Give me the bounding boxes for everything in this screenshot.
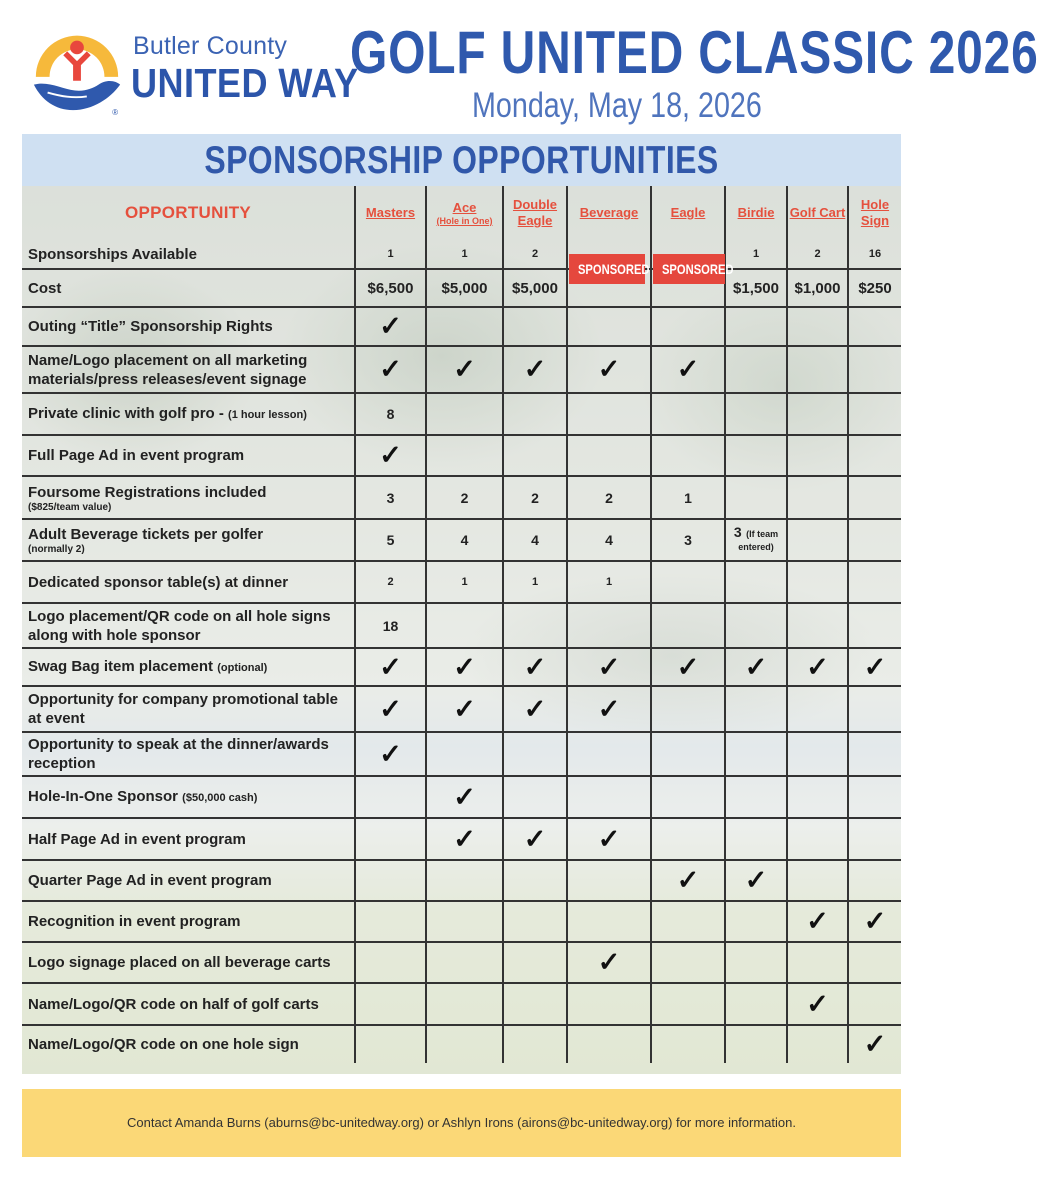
value-cell: 1 <box>725 240 787 269</box>
tier-name: Golf Cart <box>789 205 846 220</box>
row-label-text: Private clinic with golf pro - <box>28 404 229 422</box>
checkmark-icon: ✓ <box>725 648 787 686</box>
value-cell: 16 <box>848 240 901 269</box>
checkmark-icon: ✓ <box>651 648 725 686</box>
row-label-note: ($825/team value) <box>28 501 112 513</box>
row-label: Name/Logo/QR code on half of golf carts <box>22 983 355 1025</box>
value-cell: 18 <box>355 603 426 648</box>
sponsored-badge-beverage: SPONSORED <box>569 254 645 284</box>
table-row-foursome <box>22 476 901 519</box>
checkmark-icon: ✓ <box>567 818 651 860</box>
row-label-text: Swag Bag item placement <box>28 657 218 675</box>
row-label: Name/Logo placement on all marketing materials/press releases/event signage <box>22 346 355 393</box>
row-label-text: Foursome Registrations included <box>28 483 267 501</box>
row-label-text: Hole-In-One Sponsor <box>28 787 183 805</box>
sponsored-badge-eagle: SPONSORED <box>653 254 725 284</box>
table-row-recognition <box>22 901 901 942</box>
tier-hole-sign <box>848 186 901 240</box>
value-cell: 2 <box>426 476 503 519</box>
table-row-speak <box>22 732 901 776</box>
value-cell: 3 <box>355 476 426 519</box>
row-label: Name/Logo/QR code on one hole sign <box>22 1025 355 1063</box>
row-label-note: ($50,000 cash) <box>182 791 258 804</box>
contact-text: Contact Amanda Burns (aburns@bc-unitedway.org) or Ashlyn Irons (airons@bc-unitedway.org) for more information. <box>127 1115 796 1130</box>
sponsorship-table-area <box>22 186 901 1074</box>
row-label: Full Page Ad in event program <box>22 435 355 476</box>
row-label: Opportunity to speak at the dinner/awards reception <box>22 732 355 776</box>
table-row-available <box>22 240 901 269</box>
row-label <box>22 519 355 561</box>
tier-double-eagle <box>503 186 567 240</box>
checkmark-icon: ✓ <box>355 686 426 732</box>
checkmark-icon: ✓ <box>725 860 787 901</box>
value-cell: 2 <box>503 476 567 519</box>
svg-text:®: ® <box>112 108 119 118</box>
page-title: GOLF UNITED CLASSIC 2026 <box>350 19 1039 86</box>
value-cell: 5 <box>355 519 426 561</box>
value-cell: 2 <box>787 240 848 269</box>
row-label-note: (1 hour lesson) <box>228 408 307 421</box>
row-label-text: Adult Beverage tickets per golfer <box>28 526 264 543</box>
org-name-bottom: UNITED WAY <box>131 60 359 106</box>
checkmark-icon: ✓ <box>426 648 503 686</box>
value-cell: 2 <box>355 561 426 603</box>
table-row-golf-carts <box>22 983 901 1025</box>
opportunity-header: OPPORTUNITY <box>124 203 252 222</box>
checkmark-icon: ✓ <box>787 983 848 1025</box>
row-label: Outing “Title” Sponsorship Rights <box>22 307 355 346</box>
value-cell: $1,500 <box>725 269 787 307</box>
row-label: Recognition in event program <box>22 901 355 942</box>
sponsorship-table <box>22 186 901 1063</box>
table-row-swag <box>22 648 901 686</box>
value-cell: 8 <box>355 393 426 435</box>
row-label <box>22 648 355 686</box>
row-label <box>22 776 355 818</box>
value-cell: 2 <box>567 476 651 519</box>
value-cell: 4 <box>567 519 651 561</box>
table-row-quarter-page <box>22 860 901 901</box>
value-cell: 4 <box>426 519 503 561</box>
checkmark-icon: ✓ <box>503 818 567 860</box>
checkmark-icon: ✓ <box>567 648 651 686</box>
row-label: Half Page Ad in event program <box>22 818 355 860</box>
value-cell: $250 <box>848 269 901 307</box>
value-cell: 1 <box>355 240 426 269</box>
table-row-one-hole-sign <box>22 1025 901 1063</box>
table-row-half-page <box>22 818 901 860</box>
value-cell: 1 <box>567 561 651 603</box>
tier-name: Masters <box>365 205 416 220</box>
row-label: Sponsorships Available <box>28 245 197 263</box>
value-cell: $5,000 <box>503 269 567 307</box>
value-cell: 1 <box>426 561 503 603</box>
table-row-full-page <box>22 435 901 476</box>
row-label: Quarter Page Ad in event program <box>22 860 355 901</box>
row-label <box>22 393 355 435</box>
value-cell: $1,000 <box>787 269 848 307</box>
tier-name: Eagle <box>670 205 706 220</box>
tier-name: Beverage <box>579 205 639 220</box>
checkmark-icon: ✓ <box>426 346 503 393</box>
value-cell: 1 <box>426 240 503 269</box>
table-row-hole-in-one <box>22 776 901 818</box>
checkmark-icon: ✓ <box>651 860 725 901</box>
value-cell: 3 <box>733 524 742 540</box>
event-date: Monday, May 18, 2026 <box>472 86 762 125</box>
checkmark-icon: ✓ <box>567 942 651 983</box>
tier-beverage <box>567 186 651 240</box>
checkmark-icon: ✓ <box>355 435 426 476</box>
tier-name: Ace <box>452 200 477 215</box>
contact-footer <box>22 1089 901 1157</box>
row-label-note: (normally 2) <box>28 544 85 555</box>
row-label <box>22 476 355 519</box>
checkmark-icon: ✓ <box>848 901 901 942</box>
tier-masters <box>355 186 426 240</box>
checkmark-icon: ✓ <box>426 686 503 732</box>
row-label: Logo placement/QR code on all hole signs along with hole sponsor <box>22 603 355 648</box>
checkmark-icon: ✓ <box>848 648 901 686</box>
birdie-beverage-cell <box>725 519 787 561</box>
row-label: Opportunity for company promotional table at event <box>22 686 355 732</box>
checkmark-icon: ✓ <box>426 818 503 860</box>
value-cell: $6,500 <box>355 269 426 307</box>
value-cell: 2 <box>503 240 567 269</box>
value-cell: 1 <box>651 476 725 519</box>
value-cell: 1 <box>503 561 567 603</box>
tier-header-row <box>22 186 901 240</box>
checkmark-icon: ✓ <box>503 346 567 393</box>
row-label: Cost <box>22 269 355 307</box>
value-cell: 3 <box>651 519 725 561</box>
table-row-beverage-tickets <box>22 519 901 561</box>
row-label-note: (optional) <box>217 661 268 674</box>
row-label: Logo signage placed on all beverage carts <box>22 942 355 983</box>
checkmark-icon: ✓ <box>567 686 651 732</box>
header <box>0 0 1039 130</box>
checkmark-icon: ✓ <box>848 1025 901 1063</box>
checkmark-icon: ✓ <box>355 648 426 686</box>
tier-golf-cart <box>787 186 848 240</box>
row-label: Dedicated sponsor table(s) at dinner <box>22 561 355 603</box>
org-name-top: Butler County <box>133 32 288 60</box>
tier-subtitle: (Hole in One) <box>436 216 493 226</box>
tier-ace <box>426 186 503 240</box>
checkmark-icon: ✓ <box>567 346 651 393</box>
table-row-clinic <box>22 393 901 435</box>
table-row-title-rights <box>22 307 901 346</box>
checkmark-icon: ✓ <box>787 901 848 942</box>
checkmark-icon: ✓ <box>503 648 567 686</box>
table-row-hole-signs <box>22 603 901 648</box>
checkmark-icon: ✓ <box>355 307 426 346</box>
birdie-note: (If team entered) <box>738 529 779 552</box>
checkmark-icon: ✓ <box>355 732 426 776</box>
checkmark-icon: ✓ <box>426 776 503 818</box>
checkmark-icon: ✓ <box>355 346 426 393</box>
table-row-promo-table <box>22 686 901 732</box>
table-row-beverage-carts <box>22 942 901 983</box>
value-cell: $5,000 <box>426 269 503 307</box>
value-cell: 4 <box>503 519 567 561</box>
tier-birdie <box>725 186 787 240</box>
checkmark-icon: ✓ <box>651 346 725 393</box>
checkmark-icon: ✓ <box>503 686 567 732</box>
section-banner <box>22 134 901 186</box>
united-way-hand-icon <box>28 20 126 118</box>
tier-name: Hole Sign <box>860 197 890 228</box>
table-row-sponsor-table <box>22 561 901 603</box>
table-row-name-logo <box>22 346 901 393</box>
checkmark-icon: ✓ <box>787 648 848 686</box>
tier-name: Birdie <box>737 205 775 220</box>
section-title: SPONSORSHIP OPPORTUNITIES <box>204 139 719 182</box>
tier-eagle <box>651 186 725 240</box>
tier-name: Double Eagle <box>512 197 558 228</box>
table-row-cost <box>22 269 901 307</box>
